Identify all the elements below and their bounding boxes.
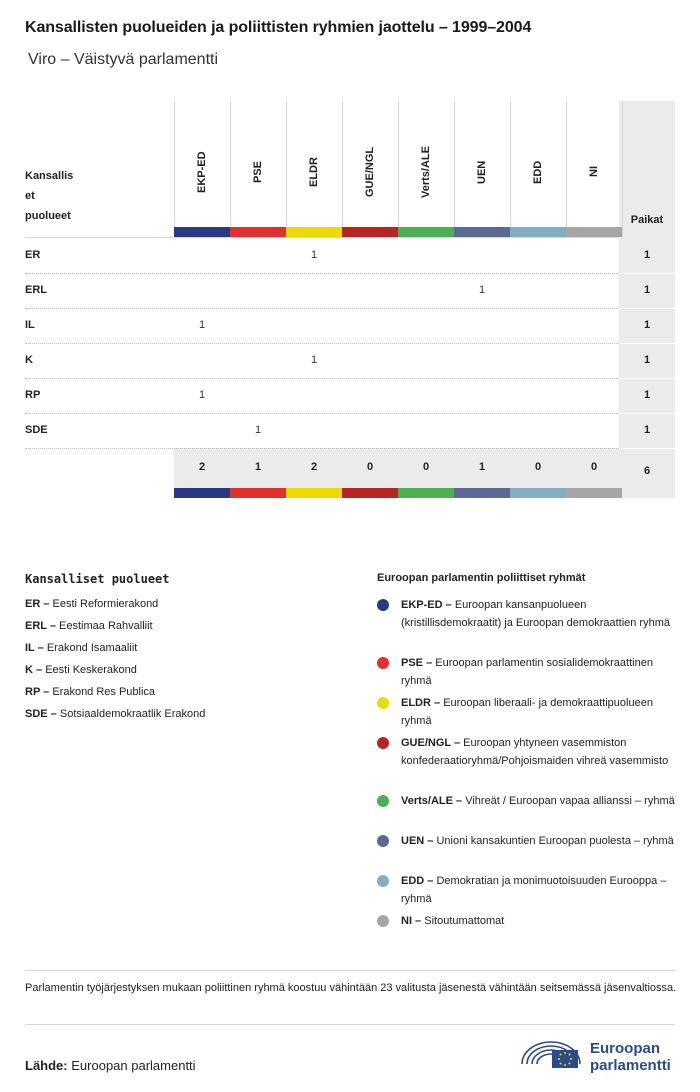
row-separator: [25, 378, 619, 379]
group-abbr: UEN –: [401, 835, 434, 847]
group-color-bar-top: [286, 227, 342, 237]
row-seats-value: 1: [643, 284, 651, 296]
row-party-label: ERL: [25, 284, 47, 296]
group-abbr: ELDR –: [401, 697, 441, 709]
party-abbr: RP –: [25, 686, 50, 698]
row-party-label: ER: [25, 249, 41, 261]
source-value: Euroopan parlamentti: [71, 1058, 196, 1073]
total-seats: 6: [643, 465, 651, 477]
table-cell: 1: [254, 424, 262, 436]
group-abbr: EKP-ED –: [401, 599, 452, 611]
source-label: Lähde:: [25, 1058, 68, 1073]
group-color-bar-bottom: [286, 488, 342, 498]
group-column-header: GUE/NGL: [364, 146, 376, 198]
group-column-header: EKP-ED: [196, 151, 208, 193]
group-color-dot-icon: [377, 915, 389, 927]
table-cell: 1: [198, 389, 206, 401]
party-name: Erakond Isamaaliit: [46, 642, 138, 654]
group-color-dot-icon: [377, 599, 389, 611]
group-abbr: GUE/NGL –: [401, 737, 461, 749]
group-color-bar-top: [174, 227, 230, 237]
political-group-legend-item: [377, 654, 677, 690]
group-color-bar-bottom: [566, 488, 622, 498]
group-color-bar-top: [398, 227, 454, 237]
seats-row-separator: [619, 273, 675, 274]
group-abbr: PSE –: [401, 657, 433, 669]
national-party-legend-item: [25, 686, 155, 698]
group-total: 2: [198, 461, 206, 473]
party-name: Erakond Res Publica: [52, 686, 156, 698]
column-divider: [622, 101, 623, 237]
group-name: Unioni kansakuntien Euroopan puolesta – ryhmä: [436, 835, 674, 847]
group-color-dot-icon: [377, 835, 389, 847]
party-name: Sotsiaaldemokraatlik Erakond: [59, 708, 206, 720]
row-separator: [25, 308, 619, 309]
row-seats-value: 1: [643, 424, 651, 436]
row-seats-value: 1: [643, 354, 651, 366]
group-color-dot-icon: [377, 737, 389, 749]
seats-column-header: Paikat: [630, 214, 664, 226]
political-group-legend-item: [377, 832, 677, 850]
divider: [25, 970, 675, 971]
group-total: 1: [478, 461, 486, 473]
row-seats-value: 1: [643, 389, 651, 401]
row-seats-value: 1: [643, 319, 651, 331]
group-color-bar-bottom: [398, 488, 454, 498]
group-color-dot-icon: [377, 875, 389, 887]
party-group-table: [25, 101, 675, 499]
group-color-bar-bottom: [230, 488, 286, 498]
row-separator: [25, 343, 619, 344]
political-group-legend-item: [377, 694, 677, 730]
seats-column-background: [619, 101, 675, 498]
header-separator: [25, 237, 619, 238]
national-party-legend-item: [25, 598, 158, 610]
seats-row-separator: [619, 413, 675, 414]
political-group-legend-item: [377, 872, 677, 908]
group-color-bar-top: [454, 227, 510, 237]
group-total: 0: [422, 461, 430, 473]
group-color-bar-top: [510, 227, 566, 237]
table-cell: 1: [478, 284, 486, 296]
group-color-bar-top: [230, 227, 286, 237]
group-color-bar-top: [342, 227, 398, 237]
group-total: 2: [310, 461, 318, 473]
group-column-header: Verts/ALE: [420, 146, 432, 198]
national-party-legend-item: [25, 620, 153, 632]
national-party-legend-item: [25, 664, 137, 676]
row-separator: [25, 273, 619, 274]
logo-wordmark: Euroopan parlamentti: [590, 1040, 671, 1074]
group-color-bar-top: [566, 227, 622, 237]
group-color-dot-icon: [377, 795, 389, 807]
group-color-bar-bottom: [342, 488, 398, 498]
row-separator: [25, 448, 619, 449]
row-party-label: SDE: [25, 424, 48, 436]
row-seats-value: 1: [643, 249, 651, 261]
national-party-legend-item: [25, 708, 205, 720]
footnote: Parlamentin työjärjestyksen mukaan poliittinen ryhmä koostuu vähintään 23 valitusta jäsenestä vähintään seitsemässä jäsenvaltiossa.: [25, 982, 677, 994]
seats-row-separator: [619, 378, 675, 379]
group-abbr: NI –: [401, 915, 422, 927]
seats-row-separator: [619, 448, 675, 449]
table-cell: 1: [310, 354, 318, 366]
group-name: Euroopan yhtyneen vasemmiston konfederaatioryhmä/Pohjoismaiden vihreä vasemmisto: [401, 737, 669, 767]
european-parliament-logo: [518, 1034, 678, 1074]
group-total: 0: [534, 461, 542, 473]
group-column-header: ELDR: [308, 157, 320, 187]
row-party-label: RP: [25, 389, 41, 401]
table-cell: 1: [310, 249, 318, 261]
group-abbr: Verts/ALE –: [401, 795, 463, 807]
party-abbr: SDE –: [25, 708, 57, 720]
group-abbr: EDD –: [401, 875, 434, 887]
page-title: Kansallisten puolueiden ja poliittisten ryhmien jaottelu – 1999–2004: [25, 19, 532, 36]
party-column-header: Kansallis et puolueet: [25, 170, 74, 222]
seats-row-separator: [619, 343, 675, 344]
group-name: Euroopan parlamentin sosialidemokraattinen ryhmä: [401, 657, 653, 687]
group-column-header: EDD: [532, 160, 544, 184]
group-name: Vihreät / Euroopan vapaa allianssi – ryhmä: [465, 795, 675, 807]
source-line: [25, 1058, 196, 1073]
party-abbr: K –: [25, 664, 43, 676]
group-column-header: NI: [588, 166, 600, 178]
row-party-label: IL: [25, 319, 35, 331]
group-name: Euroopan liberaali- ja demokraattipuolueen ryhmä: [401, 697, 653, 727]
political-group-legend-item: [377, 912, 677, 930]
group-color-bar-bottom: [454, 488, 510, 498]
group-column-header: PSE: [252, 161, 264, 184]
divider: [25, 1024, 675, 1025]
party-abbr: ERL –: [25, 620, 56, 632]
group-total: 1: [254, 461, 262, 473]
political-group-legend-item: [377, 792, 677, 810]
political-groups-legend-title: Euroopan parlamentin poliittiset ryhmät: [377, 572, 586, 584]
group-column-header: UEN: [476, 160, 488, 184]
group-total: 0: [366, 461, 374, 473]
parliament-hemicycle-icon: [518, 1034, 584, 1074]
seats-row-separator: [619, 308, 675, 309]
group-color-dot-icon: [377, 697, 389, 709]
row-separator: [25, 413, 619, 414]
group-color-bar-bottom: [510, 488, 566, 498]
party-abbr: IL –: [25, 642, 44, 654]
group-name: Euroopan kansanpuolueen (kristillisdemokraatit) ja Euroopan demokraattien ryhmä: [401, 599, 670, 629]
page-subtitle: Viro – Väistyvä parlamentti: [28, 51, 219, 68]
party-abbr: ER –: [25, 598, 50, 610]
political-group-legend-item: [377, 734, 677, 770]
party-name: Eesti Keskerakond: [45, 664, 137, 676]
national-party-legend-item: [25, 642, 137, 654]
national-parties-legend-title: Kansalliset puolueet: [25, 572, 170, 586]
political-group-legend-item: [377, 596, 677, 632]
row-party-label: K: [25, 354, 33, 366]
group-total: 0: [590, 461, 598, 473]
party-name: Eesti Reformierakond: [52, 598, 159, 610]
table-cell: 1: [198, 319, 206, 331]
group-color-dot-icon: [377, 657, 389, 669]
party-name: Eestimaa Rahvalliit: [59, 620, 153, 632]
group-name: Demokratian ja monimuotoisuuden Eurooppa –ryhmä: [401, 875, 667, 905]
group-name: Sitoutumattomat: [424, 915, 505, 927]
group-color-bar-bottom: [174, 488, 230, 498]
